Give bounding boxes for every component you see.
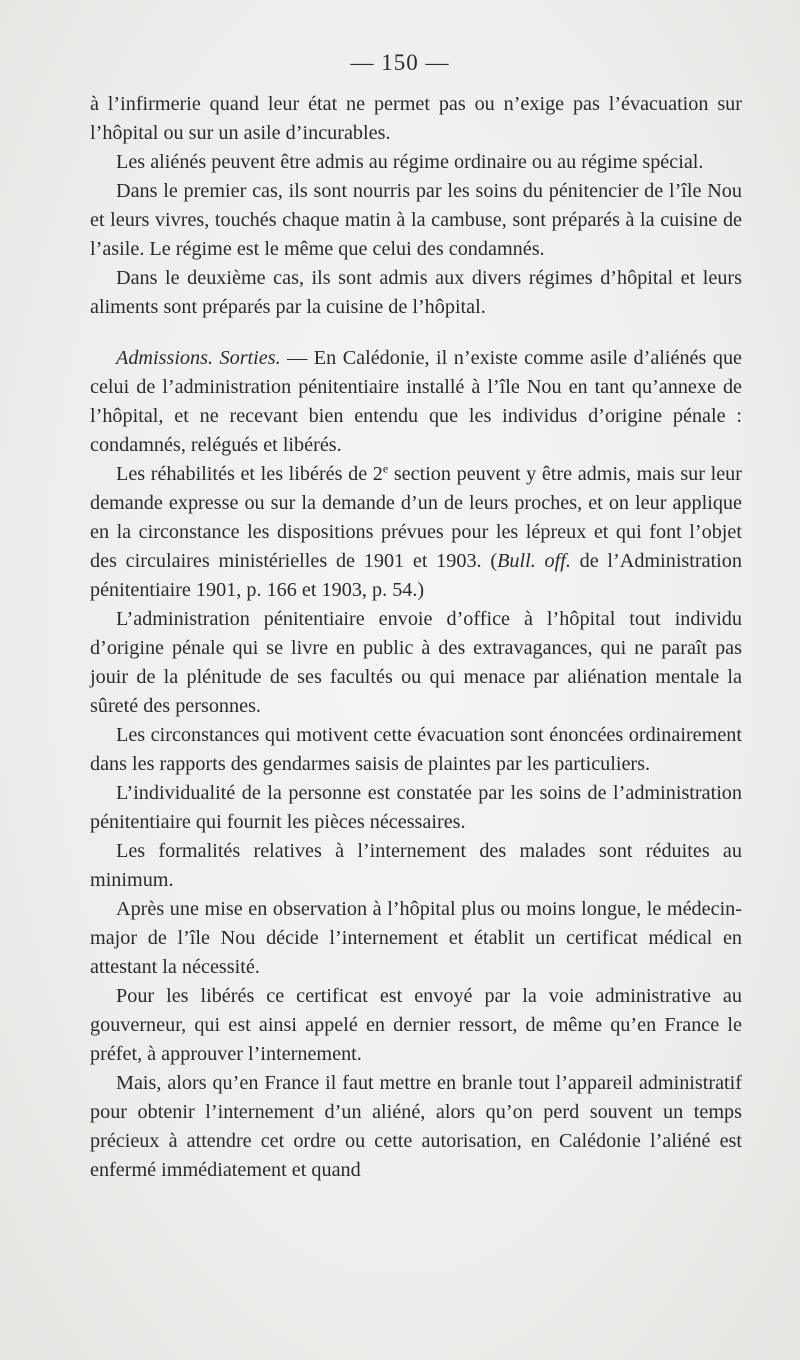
paragraph-text: de l’Administration pénitentiaire 1901, p. 166 et 1903, p. 54.) xyxy=(90,550,742,601)
superscript: e xyxy=(382,461,389,476)
paragraph-text: Les réhabilités et les libérés de 2 xyxy=(116,463,383,485)
section-text: — En Calédonie, il n’existe comme asile d’aliénés que celui de l’administration pénitentiaire installé à l’île Nou en tant qu’annexe de l’hôpital, et ne recevant bien entendu que les individus d’origine pénale : condamnés, relégués et libérés. xyxy=(90,347,742,456)
citation-title: Bull. off. xyxy=(497,550,571,572)
section-heading: Admissions. Sorties. xyxy=(116,347,281,369)
paragraph-text: section peuvent y être admis, mais sur leur demande expresse ou sur la demande d’un de leurs proches, et on leur applique en la circonstance les dispositions prévues pour les lépreux et qui font l’objet des circulaires ministérielles de 1901 et 1903. ( xyxy=(90,463,742,572)
paragraph: Mais, alors qu’en France il faut mettre en branle tout l’appareil administratif pour obtenir l’internement d’un aliéné, alors qu’on perd souvent un temps précieux à attendre cet ordre ou cette autorisation, en Calédonie l’aliéné est enfermé immédiatement et quand xyxy=(90,1072,742,1181)
paragraph: Les formalités relatives à l’internement des malades sont réduites au minimum. xyxy=(90,840,742,891)
paragraph: Dans le deuxième cas, ils sont admis aux divers régimes d’hôpital et leurs aliments sont préparés par la cuisine de l’hôpital. xyxy=(90,267,742,318)
paragraph: Les aliénés peuvent être admis au régime ordinaire ou au régime spécial. xyxy=(116,151,704,173)
paragraph-continuation: à l’infirmerie quand leur état ne permet pas ou n’exige pas l’évacuation sur l’hôpital ou sur un asile d’incurables. xyxy=(90,93,742,144)
body-text xyxy=(90,90,742,1185)
paragraph: Dans le premier cas, ils sont nourris par les soins du pénitencier de l’île Nou et leurs vivres, touchés chaque matin à la cambuse, sont préparés à la cuisine de l’asile. Le régime est le même que celui des condamnés. xyxy=(90,180,742,260)
paragraph: L’administration pénitentiaire envoie d’office à l’hôpital tout individu d’origine pénale qui se livre en public à des extravagances, qui ne paraît pas jouir de la plénitude de ses facultés ou qui menace par aliénation mentale la sûreté des personnes. xyxy=(90,608,742,717)
section-paragraph xyxy=(90,344,742,460)
paragraph xyxy=(90,460,742,605)
paragraph: Les circonstances qui motivent cette évacuation sont énoncées ordinairement dans les rapports des gendarmes saisis de plaintes par les particuliers. xyxy=(90,724,742,775)
paragraph: L’individualité de la personne est constatée par les soins de l’administration pénitentiaire qui fournit les pièces nécessaires. xyxy=(90,782,742,833)
paragraph: Après une mise en observation à l’hôpital plus ou moins longue, le médecin-major de l’île Nou décide l’internement et établit un certificat médical en attestant la nécessité. xyxy=(90,898,742,978)
page-number: — 150 — xyxy=(350,50,450,75)
paragraph: Pour les libérés ce certificat est envoyé par la voie administrative au gouverneur, qui est ainsi appelé en dernier ressort, de même qu’en France le préfet, à approuver l’internement. xyxy=(90,985,742,1065)
